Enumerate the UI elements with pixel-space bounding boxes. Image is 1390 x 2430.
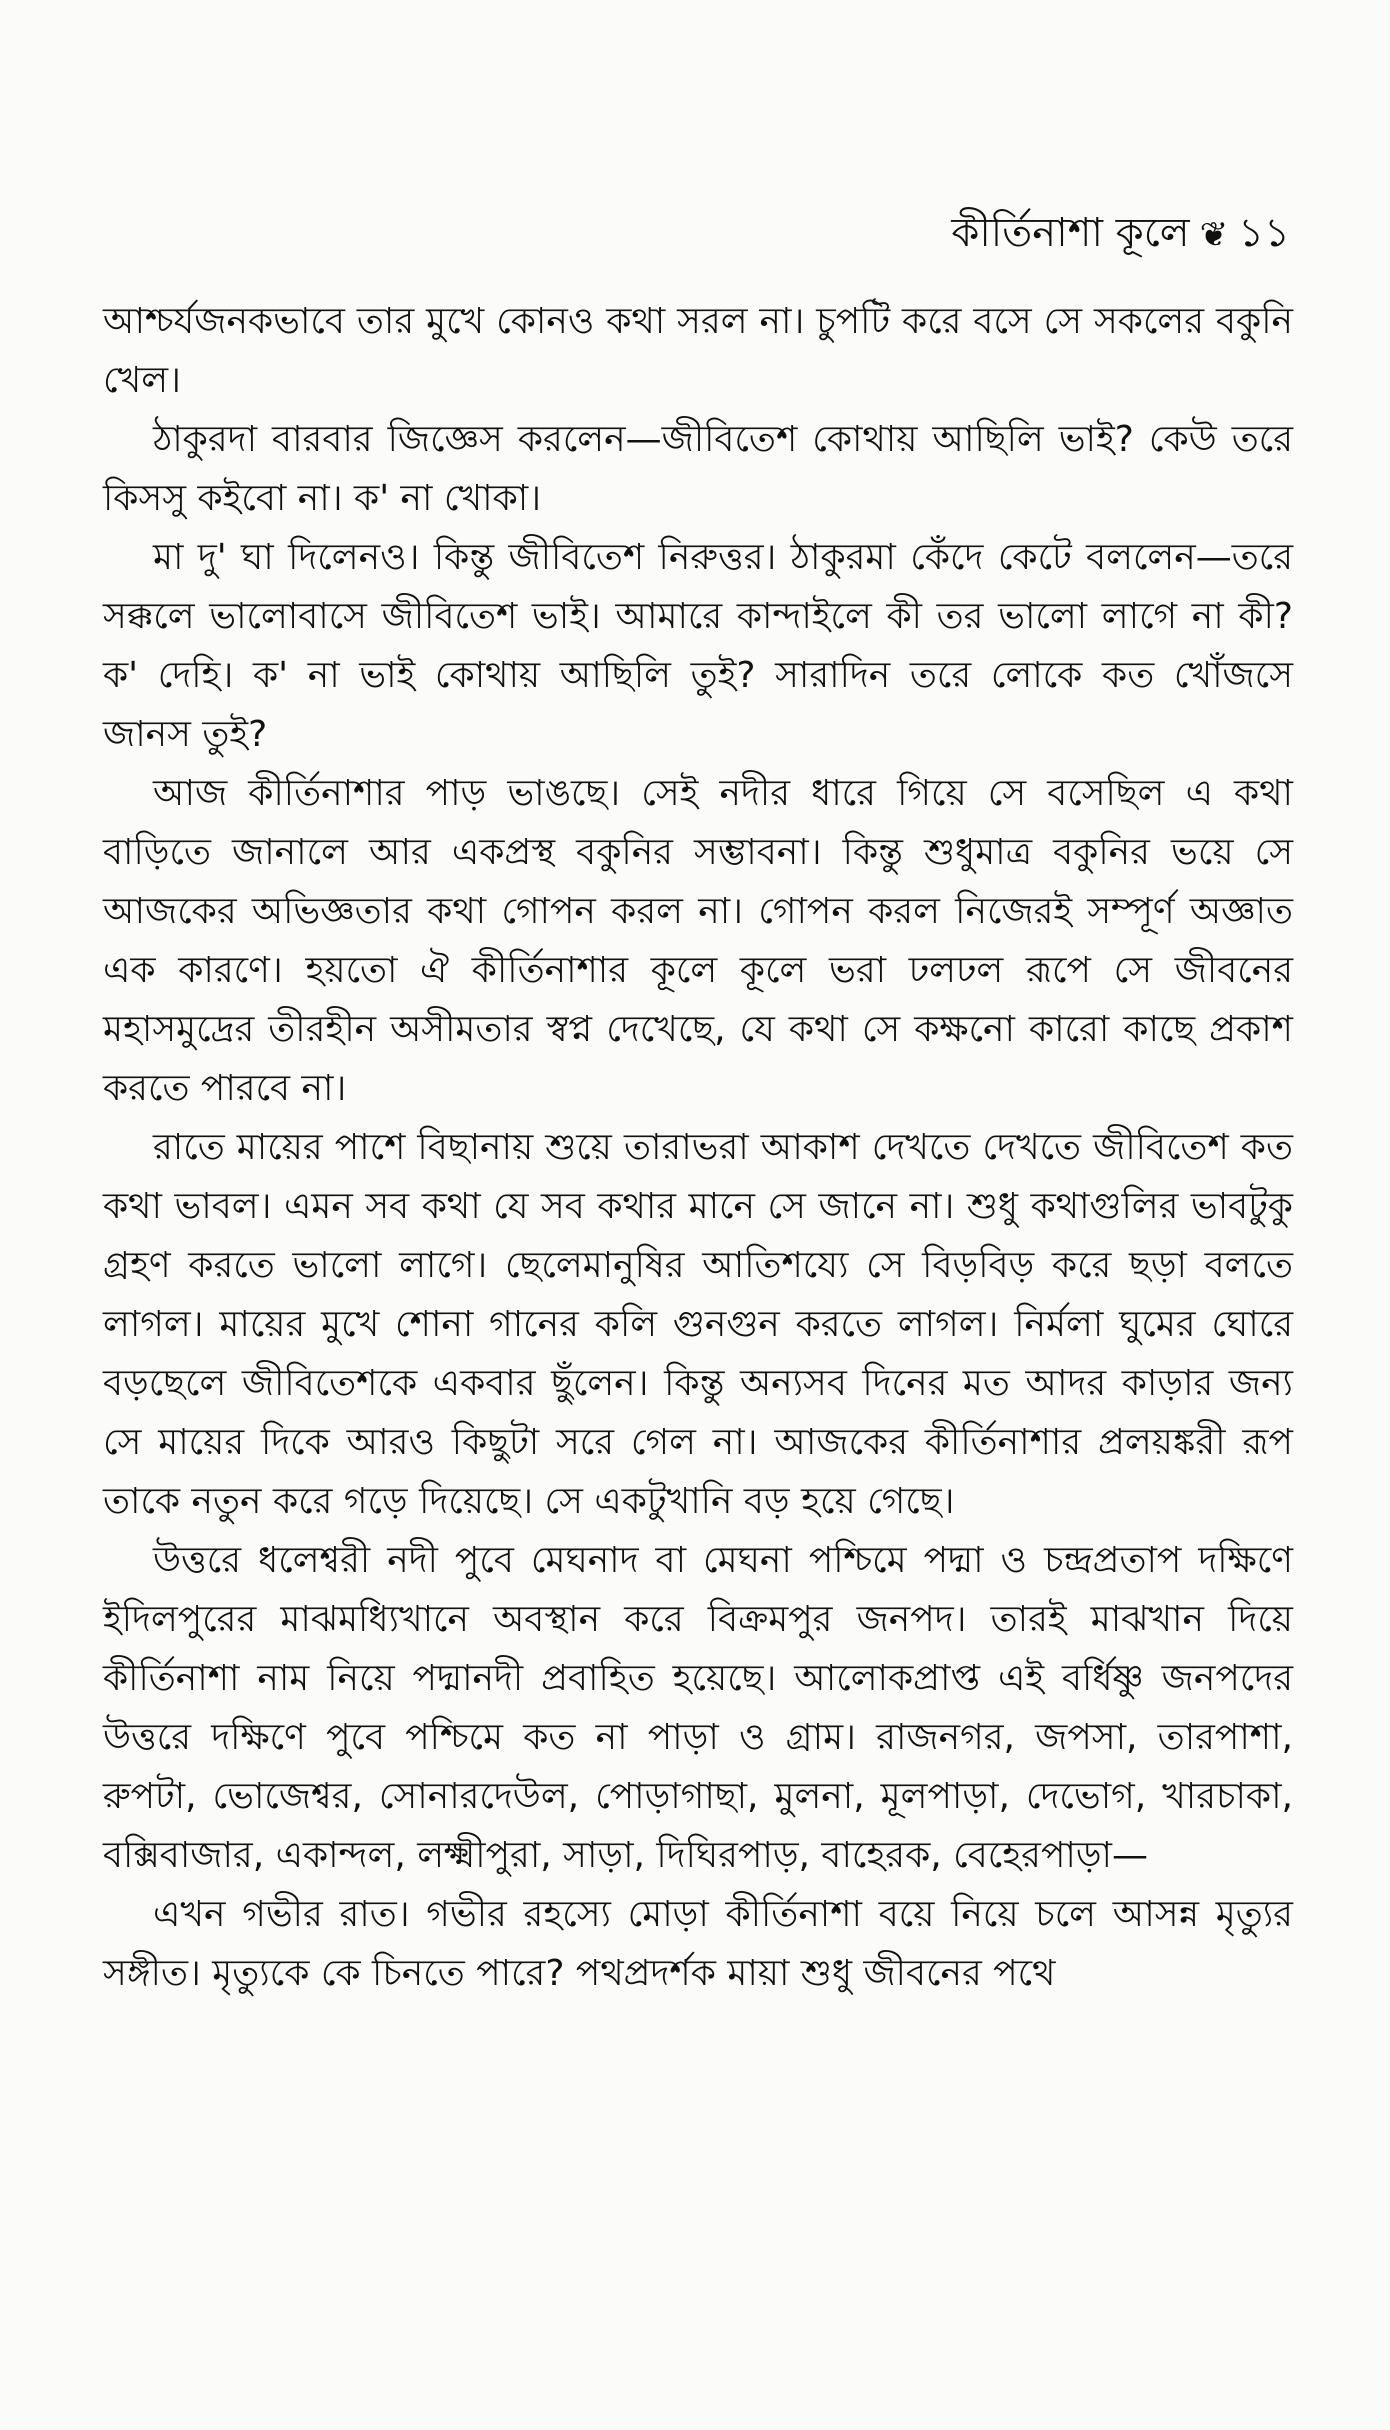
paragraph: উত্তরে ধলেশ্বরী নদী পুবে মেঘনাদ বা মেঘনা পশ্চিমে পদ্মা ও চন্দ্রপ্রতাপ দক্ষিণে ইদিলপুরের মাঝমধ্যিখানে অবস্থান করে বিক্রমপুর জনপদ। তারই মাঝখান দিয়ে কীর্তিনাশা নাম নিয়ে পদ্মানদী প্রবাহিত হয়েছে। আলোকপ্রাপ্ত এই বর্ধিষ্ণু জনপদের উত্তরে দক্ষিণে পুবে পশ্চিমে কত না পাড়া ও গ্রাম। রাজনগর, জপসা, তারপাশা, রুপটা, ভোজেশ্বর, সোনারদেউল, পোড়াগাছা, মুলনা, মূলপাড়া, দেভোগ, খারচাকা, বক্সিবাজার, একান্দল, লক্ষ্মীপুরা, সাড়া, দিঘিরপাড়, বাহেরক, বেহেরপাড়া— bbox=[103, 1540, 1293, 1876]
running-header-title: কীর্তিনাশা কূলে bbox=[951, 210, 1190, 256]
paragraph: আশ্চর্যজনকভাবে তার মুখে কোনও কথা সরল না। চুপটি করে বসে সে সকলের বকুনি খেল। bbox=[103, 301, 1293, 401]
paragraph: ঠাকুরদা বারবার জিজ্ঞেস করলেন—জীবিতেশ কোথায় আছিলি ভাই? কেউ তরে কিসসু কইবো না। ক' না খোকা। bbox=[103, 419, 1293, 519]
paragraph: মা দু' ঘা দিলেনও। কিন্তু জীবিতেশ নিরুত্তর। ঠাকুরমা কেঁদে কেটে বললেন—তরে সক্কলে ভালোবাসে জীবিতেশ ভাই। আমারে কান্দাইলে কী তর ভালো লাগে না কী? ক' দেহি। ক' না ভাই কোথায় আছিলি তুই? সারাদিন তরে লোকে কত খোঁজসে জানস তুই? bbox=[103, 537, 1293, 755]
paragraph: রাতে মায়ের পাশে বিছানায় শুয়ে তারাভরা আকাশ দেখতে দেখতে জীবিতেশ কত কথা ভাবল। এমন সব কথা যে সব কথার মানে সে জানে না। শুধু কথাগুলির ভাবটুকু গ্রহণ করতে ভালো লাগে। ছেলেমানুষির আতিশয্যে সে বিড়বিড় করে ছড়া বলতে লাগল। মায়ের মুখে শোনা গানের কলি গুনগুন করতে লাগল। নির্মলা ঘুমের ঘোরে বড়ছেলে জীবিতেশকে একবার ছুঁলেন। কিন্তু অন্যসব দিনের মত আদর কাড়ার জন্য সে মায়ের দিকে আরও কিছুটা সরে গেল না। আজকের কীর্তিনাশার প্রলয়ঙ্করী রূপ তাকে নতুন করে গড়ে দিয়েছে। সে একটুখানি বড় হয়ে গেছে। bbox=[103, 1127, 1293, 1522]
paragraph: আজ কীর্তিনাশার পাড় ভাঙছে। সেই নদীর ধারে গিয়ে সে বসেছিল এ কথা বাড়িতে জানালে আর একপ্রস্থ বকুনির সম্ভাবনা। কিন্তু শুধুমাত্র বকুনির ভয়ে সে আজকের অভিজ্ঞতার কথা গোপন করল না। গোপন করল নিজেরই সম্পূর্ণ অজ্ঞাত এক কারণে। হয়তো ঐ কীর্তিনাশার কূলে কূলে ভরা ঢলঢল রূপে সে জীবনের মহাসমুদ্রের তীরহীন অসীমতার স্বপ্ন দেখেছে, যে কথা সে কক্ষনো কারো কাছে প্রকাশ করতে পারবে না। bbox=[103, 773, 1293, 1109]
floral-ornament-icon: ❦ bbox=[1199, 215, 1229, 255]
running-header bbox=[951, 205, 1290, 263]
page-body-text bbox=[103, 292, 1293, 2003]
page-number: ১১ bbox=[1238, 210, 1290, 256]
paragraph: এখন গভীর রাত। গভীর রহস্যে মোড়া কীর্তিনাশা বয়ে নিয়ে চলে আসন্ন মৃত্যুর সঙ্গীত। মৃত্যুকে কে চিনতে পারে? পথপ্রদর্শক মায়া শুধু জীবনের পথে bbox=[103, 1894, 1293, 1994]
